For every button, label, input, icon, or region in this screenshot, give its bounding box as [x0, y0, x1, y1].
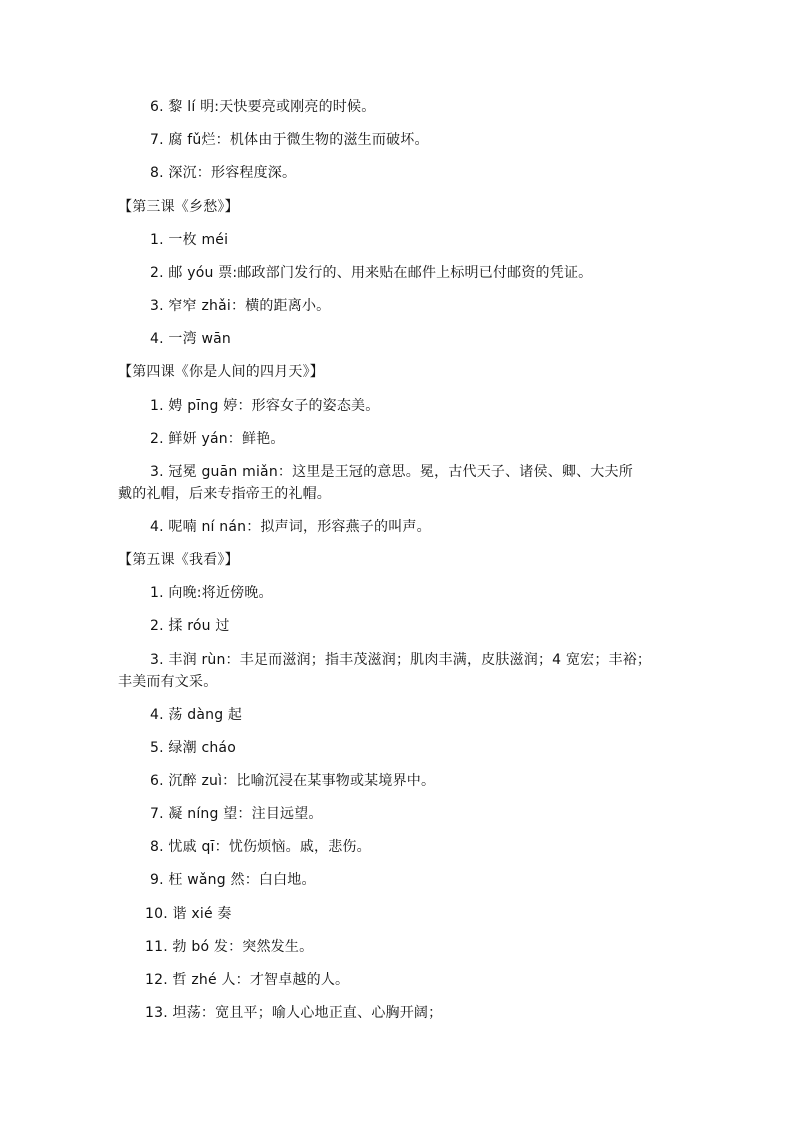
vocab-entry: 6. 黎 lí 明:天快要亮或刚亮的时候。 [150, 99, 376, 115]
section-heading: 【第四课《你是人间的四月天》】 [118, 364, 324, 380]
vocab-entry: 1. 娉 pīng 婷：形容女子的姿态美。 [150, 398, 380, 414]
vocab-entry: 3. 丰润 rùn：丰足而滋润；指丰茂滋润；肌肉丰满，皮肤滋润；4 宽宏；丰裕； [150, 652, 652, 668]
section-heading: 【第三课《乡愁》】 [118, 199, 239, 215]
vocab-entry: 2. 邮 yóu 票:邮政部门发行的、用来贴在邮件上标明已付邮资的凭证。 [150, 265, 593, 281]
vocab-entry: 8. 忧戚 qī：忧伤烦恼。戚，悲伤。 [150, 839, 371, 855]
vocab-entry: 4. 呢喃 ní nán：拟声词，形容燕子的叫声。 [150, 519, 431, 535]
vocab-entry-continuation: 戴的礼帽，后来专指帝王的礼帽。 [118, 486, 331, 502]
vocab-entry: 3. 冠冕 guān miǎn：这里是王冠的意思。冕，古代天子、诸侯、卿、大夫所 [150, 464, 633, 480]
vocab-entry: 10. 谐 xié 奏 [145, 906, 232, 922]
vocab-entry-continuation: 丰美而有文采。 [118, 674, 218, 690]
section-heading: 【第五课《我看》】 [118, 552, 239, 568]
vocab-entry: 9. 枉 wǎng 然：白白地。 [150, 872, 316, 888]
vocab-entry: 12. 哲 zhé 人：才智卓越的人。 [145, 972, 350, 988]
vocab-entry: 4. 一湾 wān [150, 331, 231, 347]
vocab-entry: 1. 一枚 méi [150, 232, 229, 248]
vocab-entry: 13. 坦荡：宽且平；喻人心地正直、心胸开阔； [145, 1005, 443, 1021]
vocab-entry: 7. 腐 fǔ烂：机体由于微生物的滋生而破坏。 [150, 132, 429, 148]
vocab-entry: 7. 凝 níng 望：注目远望。 [150, 806, 323, 822]
vocab-entry: 4. 荡 dàng 起 [150, 707, 243, 723]
vocab-entry: 8. 深沉：形容程度深。 [150, 165, 297, 181]
vocab-entry: 2. 鲜妍 yán：鲜艳。 [150, 431, 285, 447]
vocab-entry: 2. 揉 róu 过 [150, 618, 230, 634]
vocab-entry: 1. 向晚:将近傍晚。 [150, 585, 273, 601]
vocab-entry: 6. 沉醉 zuì：比喻沉浸在某事物或某境界中。 [150, 773, 436, 789]
vocab-entry: 11. 勃 bó 发：突然发生。 [145, 939, 314, 955]
vocab-entry: 5. 绿潮 cháo [150, 740, 236, 756]
vocab-entry: 3. 窄窄 zhǎi：横的距离小。 [150, 298, 331, 314]
